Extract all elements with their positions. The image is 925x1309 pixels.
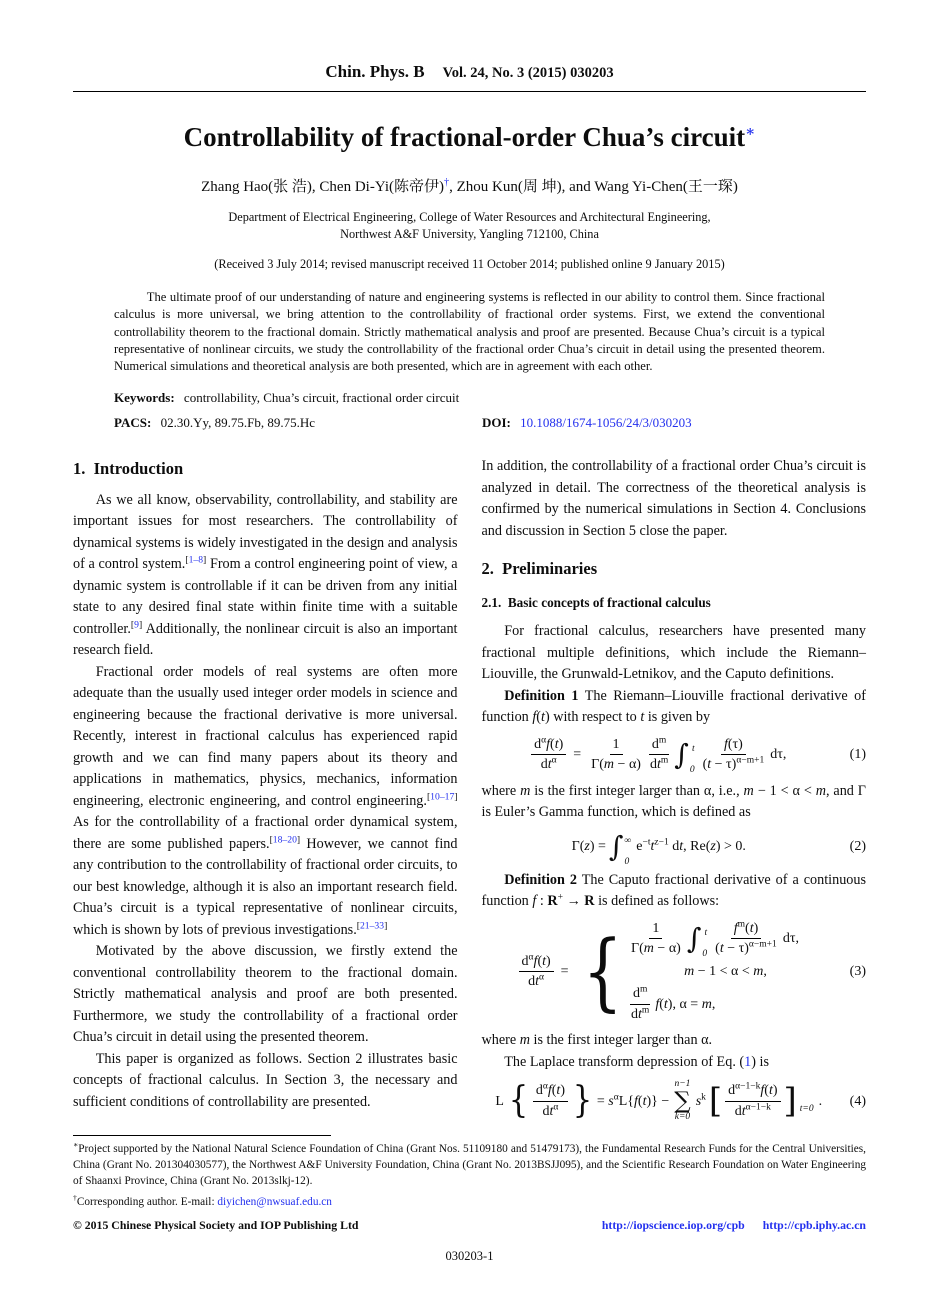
eq1-lhs-denominator [538, 755, 560, 774]
text-run: d [521, 953, 529, 969]
superscript: α [539, 972, 545, 983]
text-run: is the first integer larger than α. [529, 1032, 713, 1049]
integral-glyph: ∫ [608, 829, 624, 863]
math-variable: t [640, 709, 645, 726]
text-run: d [632, 986, 640, 1002]
text-run: ( [550, 736, 555, 752]
integral-lower-limit: 0 [702, 949, 708, 960]
eq4-laplace-operator [495, 1091, 504, 1113]
footnote-area [73, 1135, 866, 1263]
text-run: dτ, [770, 747, 787, 763]
citation-numbers: 1–8 [188, 554, 204, 566]
section-heading-preliminaries: 2. Preliminaries [481, 559, 598, 579]
intro-paragraph-1 [73, 490, 458, 662]
text-run: As for the controllability of a fractional order dynamical system, there are some published papers. [73, 814, 458, 852]
math-variable: t [749, 920, 754, 936]
citation-numbers: 21–33 [359, 920, 385, 932]
math-variable: f [547, 1083, 552, 1099]
math-variable: f [533, 953, 538, 969]
text-run: d [528, 974, 536, 990]
integral-sign [608, 829, 633, 868]
pacs-cell [114, 415, 482, 431]
eq3-differential [783, 928, 799, 950]
eq1-integrand-numerator [721, 736, 746, 756]
eq4-bracket-numerator [725, 1082, 780, 1102]
text-run: − α) [653, 941, 681, 957]
math-variable: t [638, 1006, 642, 1022]
text-run: Fractional order models of real systems are often more adequate than the usually used integer order models in science and engineering because the fractional derivative is more universal. Recently, interest in fractional calculus has experienced rapid growth and we can find many papers about its theory and applications in mathematics, physics, mechanics, information engineering, electronic engineering, and control engineering. [73, 663, 458, 809]
eq3-cases [628, 920, 799, 1024]
text-run: is the first integer larger than α, i.e., [530, 782, 744, 799]
text-run: where [481, 782, 521, 799]
equation-number: (3) [849, 963, 866, 979]
text-run: d [540, 757, 548, 773]
page-number: 030203-1 [445, 1248, 494, 1263]
text-run: where [481, 1032, 520, 1049]
math-variable: s [608, 1093, 614, 1109]
math-variable: m [643, 941, 654, 957]
equation-number: (2) [849, 839, 866, 855]
corresponding-author-footnote [73, 1195, 866, 1211]
keywords-row [114, 390, 825, 406]
text-run: ( [551, 1083, 557, 1099]
eq1-integrand-fraction [700, 736, 768, 774]
open-bracket: [ [708, 1081, 723, 1122]
intro-paragraph-4 [73, 1049, 458, 1114]
math-variable: f [532, 893, 537, 910]
where-clause-1 [482, 781, 867, 824]
superscript: † [73, 1193, 77, 1203]
citation-link[interactable]: [21–33] [356, 920, 388, 932]
text-run: ( [715, 941, 720, 957]
author-byline [73, 175, 866, 196]
right-column [482, 456, 867, 1129]
text-run: : [536, 893, 548, 910]
citation-link[interactable]: [9] [130, 619, 143, 631]
definition-2-paragraph [482, 870, 867, 913]
keywords-text: controllability, Chua’s circuit, fractional order circuit [183, 390, 460, 406]
eq4-bracket-fraction [725, 1082, 780, 1120]
eq3-case2-denominator [628, 1005, 652, 1024]
iop-url-link[interactable]: http://iopscience.iop.org/cpb [601, 1217, 745, 1232]
math-variable: t [656, 757, 661, 773]
integral-glyph: ∫ [674, 737, 689, 771]
integral-limits [702, 923, 708, 960]
eq2-lhs [572, 836, 606, 858]
summation-upper-limit: n−1 [674, 1079, 691, 1090]
laplace-paragraph [482, 1052, 867, 1074]
text-run: (τ) [727, 736, 743, 752]
superscript: z−1 [654, 837, 669, 848]
left-column [73, 456, 458, 1129]
integral-upper-limit: ∞ [624, 835, 632, 846]
math-variable: f [723, 736, 728, 752]
math-variable: m [815, 782, 826, 799]
copyright-text: © 2015 Chinese Physical Society and IOP Publishing Ltd [73, 1217, 359, 1232]
eq3-integrand-numerator [731, 920, 762, 940]
math-variable: m [753, 963, 764, 979]
math-variable: f [760, 1083, 765, 1099]
pacs-label: PACS: [114, 415, 152, 431]
integral-limits [624, 831, 632, 868]
superscript: m [639, 984, 648, 995]
abstract: The ultimate proof of our understanding of nature and engineering systems is reflected in our ability to control them. Since fractional calculus is more universal, we bring attention to the controllability of fractional order systems. First, we extend the conventional controllability theorem to the fractional domain. Strictly mathematical analysis and proof are presented. Because Chua’s circuit is a typical representative of nonlinear circuits, we study the controllability of the fractional order Chua’s circuit in detail using the presented theorem. Numerical simulations and theoretical analysis are both presented, which are in agreement with each other. [114, 290, 825, 374]
citation-numbers: 9 [134, 619, 139, 631]
eq2-rhs [636, 836, 746, 858]
journal-name: Chin. Phys. B [325, 62, 425, 81]
text-run: ) [753, 920, 759, 936]
equation-2 [482, 829, 867, 868]
definition-1-paragraph [482, 686, 867, 729]
text-run: − α) [614, 757, 641, 773]
meta-block [114, 390, 825, 431]
sigma-glyph: ∑ [674, 1087, 691, 1114]
math-variable: t [663, 996, 668, 1012]
math-variable: m [520, 782, 531, 799]
eq4-period [819, 1091, 823, 1113]
preliminaries-paragraph [482, 621, 867, 686]
eq4-bracket-denominator [732, 1102, 774, 1121]
cases-brace: { [582, 922, 623, 1021]
eq1-lhs-numerator [531, 736, 566, 756]
citation-numbers: 10–17 [430, 791, 455, 803]
math-variable: m [701, 996, 712, 1012]
integral-sign [674, 737, 696, 776]
superscript: α [528, 952, 534, 963]
math-variable: f [733, 920, 738, 936]
text-run: Project supported by the National Natural Science Foundation of China (Grant Nos. 51109180 and 51479173), the Fundamental Research Funds for the Central Universities, China (Grant No. 201304030577), the Northwest A&F University Foundation, China (Grant No. 2013BSJJ095), and the Scientific Research Foundation on Water Engineering of Shaanxi Province, China (Grant No. 2013slkj-12). [73, 1143, 866, 1188]
eq1-gamma-denominator [588, 755, 644, 774]
eq3-integrand-denominator [712, 939, 780, 958]
eq1-lhs-fraction [531, 736, 566, 774]
doi-link[interactable]: 10.1088/1674-1056/24/3/030203 [520, 415, 692, 431]
text-run: ( [537, 953, 543, 969]
text-run: − 1 < α < [694, 963, 754, 979]
superscript: + [557, 891, 564, 903]
text-run: ( [702, 757, 708, 773]
text-run: d [542, 1103, 550, 1119]
text-run: From a control engineering point of view, a dynamic system is controllable if it can be driven from any initial state to any desired final state within finite time with a suitable controller. [73, 556, 458, 637]
text-run: Γ( [631, 941, 644, 957]
affiliation [73, 209, 866, 242]
citation-link[interactable]: [1–8] [185, 554, 207, 566]
text-run: ) [546, 953, 551, 969]
intro-continuation-paragraph [482, 456, 867, 542]
math-variable: t [547, 757, 552, 773]
text-run: 1 [612, 736, 620, 752]
text-run: → [563, 893, 585, 910]
journal-links [602, 1218, 866, 1233]
math-variable: t [554, 736, 559, 752]
integral-upper-limit: t [691, 743, 695, 754]
text-run: . [818, 1093, 823, 1109]
text-run: − τ) [711, 757, 737, 773]
text-run: = [596, 1093, 609, 1109]
keywords-label: Keywords: [114, 390, 175, 406]
bold-text: Definition 2 [504, 871, 577, 888]
math-variable: t [768, 1083, 773, 1099]
text-run: 1 [652, 920, 660, 936]
text-run: , Zhou Kun(周 坤), and Wang Yi-Chen(王一琛) [449, 179, 738, 195]
text-run: d [651, 736, 659, 752]
copyright-row [73, 1218, 866, 1233]
math-variable: t [719, 941, 724, 957]
bold-text: Definition 1 [504, 687, 579, 704]
text-run: is defined as follows: [594, 893, 720, 910]
integral-glyph: ∫ [686, 921, 702, 955]
cpb-url-link[interactable]: http://cpb.iphy.ac.cn [762, 1217, 866, 1232]
text-run: , [711, 996, 716, 1012]
equals-sign: = [573, 747, 582, 763]
integral-upper-limit: t [704, 927, 708, 938]
math-variable: z [584, 839, 590, 855]
doi-cell [482, 415, 692, 431]
text-run: ) [560, 1083, 565, 1099]
text-run: ( [745, 920, 750, 936]
text-run: , Re( [683, 839, 711, 855]
superscript: α [551, 755, 557, 766]
inline-link[interactable]: diyichen@nwsuaf.edu.cn [217, 1195, 332, 1208]
pacs-text: 02.30.Yy, 89.75.Fb, 89.75.Hc [160, 415, 315, 431]
math-variable: t [650, 839, 655, 855]
superscript: α [542, 1081, 548, 1092]
text-run: d [631, 1006, 639, 1022]
text-run: ( [659, 996, 664, 1012]
superscript: α−1−k [745, 1102, 771, 1113]
integral-lower-limit: 0 [624, 857, 630, 868]
superscript: α [613, 1092, 619, 1103]
citation-link[interactable]: [10–17] [426, 791, 458, 803]
text-run: is given by [644, 709, 711, 726]
eq3-case-2-condition [655, 994, 715, 1016]
eq3-lhs-fraction [519, 953, 554, 991]
bold-text: R [584, 893, 595, 910]
text-run: e [636, 839, 643, 855]
math-variable: t [741, 1103, 746, 1119]
math-variable: f [532, 709, 537, 726]
eq1-derivative-fraction [647, 736, 671, 774]
eq1-integrand-denominator [700, 755, 768, 774]
math-variable: m [743, 782, 754, 799]
text-run: d [535, 1083, 543, 1099]
paper-title [73, 122, 866, 153]
superscript: −t [642, 837, 651, 848]
eq3-lhs-denominator [525, 972, 547, 991]
citation-numbers: 18–20 [272, 834, 297, 846]
text-run: ) is [751, 1053, 769, 1070]
text-run: ( [764, 1083, 769, 1099]
eq4-middle-terms [597, 1091, 669, 1113]
text-run: In addition, the controllability of a fractional order Chua’s circuit is analyzed in detail. The correctness of the theoretical analysis is confirmed by the numerical simulations in Section 4. Conclusions and discussion in Section 5 close the paper. [481, 458, 866, 539]
equation-1-body [482, 736, 837, 774]
close-bracket: ] [783, 1081, 797, 1122]
text-run: Zhang Hao(张 浩), Chen Di-Yi(陈帝伊) [201, 179, 444, 195]
text-run: Motivated by the above discussion, we firstly extend the conventional controllability theorem to the fractional domain. Strictly mathematical analysis and proof are both presented. Furthermore, we study the controllability of a fractional order Chua’s circuit in detail using the presented theorem. [73, 943, 458, 1046]
math-variable: f [634, 1093, 638, 1109]
superscript: α [553, 1102, 559, 1113]
summation-sign [674, 1080, 690, 1122]
close-brace: } [572, 1080, 593, 1122]
paper-title-text: Controllability of fractional-order Chua’s circuit [183, 122, 746, 152]
text-run: − τ) [723, 941, 749, 957]
text-run: dτ, [782, 931, 799, 947]
subsection-heading-basic-concepts: 2.1. Basic concepts of fractional calculus [481, 594, 711, 610]
math-variable: t [642, 1093, 647, 1109]
math-variable: t [541, 709, 545, 726]
math-variable: z [710, 839, 716, 855]
text-run: ) with respect to [544, 709, 641, 726]
text-run: Corresponding author. E-mail: [76, 1195, 218, 1208]
text-run: ) = [589, 839, 606, 855]
citation-link[interactable]: [18–20] [269, 834, 301, 846]
equation-3-body [482, 920, 837, 1024]
superscript: α−1−k [735, 1081, 761, 1092]
eq3-gamma-denominator [628, 939, 684, 958]
doi-label: DOI: [482, 415, 511, 431]
text-run: However, we cannot find any contribution to the controllability of fractional order circuits, to our best knowledge, although it is also an important research field. Chua’s circuit is a typical representative of nonlinear circuits, which is shown by lots of previous investigations. [73, 835, 458, 938]
evaluation-subscript: t=0 [799, 1103, 814, 1114]
superscript: m [658, 735, 667, 746]
superscript: α [541, 735, 547, 746]
eq3-gamma-fraction [628, 920, 684, 958]
math-variable: m [684, 963, 695, 979]
math-variable: f [655, 996, 660, 1012]
math-variable: t [679, 839, 684, 855]
superscript: m [737, 919, 746, 930]
text-run: d [649, 757, 657, 773]
eq1-gamma-fraction [588, 736, 644, 774]
superscript: k [701, 1092, 706, 1103]
text-run: ( [536, 709, 542, 726]
superscript: m [641, 1005, 650, 1016]
eq4-lhs-fraction [533, 1082, 568, 1120]
math-variable: f [546, 736, 551, 752]
eq1-derivative-numerator [649, 736, 669, 756]
open-brace: { [508, 1080, 529, 1122]
eq3-case2-numerator [630, 985, 650, 1005]
journal-issue: Vol. 24, No. 3 (2015) 030203 [442, 65, 614, 81]
equation-3 [482, 920, 867, 1024]
text-run: ( [637, 1093, 643, 1109]
text-run: Γ( [571, 839, 585, 855]
equation-1 [482, 736, 867, 774]
eq3-case2-fraction [628, 985, 652, 1023]
equation-number: (4) [849, 1093, 866, 1109]
eq1-gamma-numerator [610, 736, 623, 756]
title-footnote-link[interactable]: ∗ [745, 124, 756, 140]
text-run: ) [772, 1083, 778, 1099]
text-run: d [668, 839, 680, 855]
text-run: As we all know, observability, controllability, and stability are important issues for most researchers. The controllability of dynamical systems is widely investigated in the design and analysis of a control system. [73, 491, 458, 573]
text-run: ) > 0. [715, 839, 746, 855]
math-variable: m [519, 1032, 530, 1049]
eq3-lhs-numerator [519, 953, 554, 973]
math-variable: t [556, 1083, 561, 1099]
text-run: The Laplace transform depression of Eq. ( [504, 1053, 745, 1070]
text-run: L [495, 1093, 504, 1109]
text-run: , [763, 963, 767, 979]
equation-4-body [482, 1080, 837, 1122]
equation-4 [482, 1080, 867, 1122]
text-run: d [734, 1103, 742, 1119]
received-dates: (Received 3 July 2014; revised manuscript received 11 October 2014; published online 9 January 2015) [214, 257, 725, 271]
journal-header [73, 62, 866, 92]
funding-footnote [73, 1142, 866, 1189]
eq3-gamma-numerator [649, 920, 662, 940]
eq3-integrand-fraction [712, 920, 780, 958]
affiliation-line-1: Department of Electrical Engineering, College of Water Resources and Architectural Engineering, [228, 210, 711, 224]
text-run: )} − [646, 1093, 670, 1109]
text-run: ), α = [667, 996, 702, 1012]
eq4-lhs-denominator [539, 1102, 561, 1121]
math-variable: s [695, 1093, 702, 1109]
pacs-doi-row [114, 415, 825, 431]
intro-paragraph-2 [73, 662, 458, 942]
text-run: This paper is organized as follows. Section 2 illustrates basic concepts of fractional calculus. In Section 3, the necessary and sufficient conditions of controllability are presented. [73, 1050, 458, 1110]
eq4-s-power-k [696, 1091, 706, 1113]
text-run: , and Γ is Euler’s Gamma function, which is defined as [481, 782, 866, 821]
bold-text: R [547, 893, 558, 910]
math-variable: t [535, 974, 540, 990]
text-run: For fractional calculus, researchers have presented many fractional multiple definitions, which include the Riemann–Liouville, the Grunwald-Letnikov, and the Caputo definitions. [481, 623, 866, 683]
author-dagger-link[interactable]: † [444, 177, 450, 188]
eq4-lhs-numerator [533, 1082, 568, 1102]
math-variable: t [549, 1103, 554, 1119]
integral-sign [686, 921, 709, 960]
text-run: Additionally, the nonlinear circuit is also an important research field. [73, 620, 458, 659]
summation-lower-limit: k=0 [674, 1111, 691, 1122]
superscript: m [660, 755, 669, 766]
affiliation-line-2: Northwest A&F University, Yangling 712100, China [340, 226, 599, 241]
eq1-derivative-denominator [647, 755, 671, 774]
eq3-case-2 [628, 985, 715, 1023]
text-run: The Riemann–Liouville fractional derivative of function [481, 687, 866, 726]
integral-limits [689, 739, 695, 776]
superscript: α−m+1 [736, 755, 765, 766]
where-clause-2 [482, 1030, 867, 1052]
body-columns [73, 456, 866, 1129]
text-run: L{ [618, 1093, 635, 1109]
integral-lower-limit: 0 [689, 765, 695, 776]
text-run: The Caputo fractional derivative of a continuous function [481, 871, 866, 910]
superscript: ∗ [73, 1140, 79, 1150]
text-run: − 1 < α < [753, 782, 816, 799]
section-heading-introduction: 1. Introduction [73, 459, 184, 479]
text-run: d [534, 736, 542, 752]
superscript: α−m+1 [748, 939, 777, 950]
footnote-divider [73, 1135, 331, 1136]
equation-number: (1) [849, 747, 866, 763]
math-variable: t [542, 953, 546, 969]
text-run: ) [558, 736, 564, 752]
equals-sign: = [560, 963, 569, 979]
inline-link[interactable]: 1 [744, 1053, 752, 1070]
text-run: Γ( [591, 757, 604, 773]
math-variable: t [707, 757, 712, 773]
intro-paragraph-3 [73, 941, 458, 1049]
eq1-differential [770, 744, 786, 766]
eq3-case-1 [628, 920, 799, 958]
math-variable: m [603, 757, 615, 773]
equation-2-body [482, 829, 837, 868]
eq3-case-1-condition [660, 961, 767, 983]
text-run: d [728, 1083, 736, 1099]
